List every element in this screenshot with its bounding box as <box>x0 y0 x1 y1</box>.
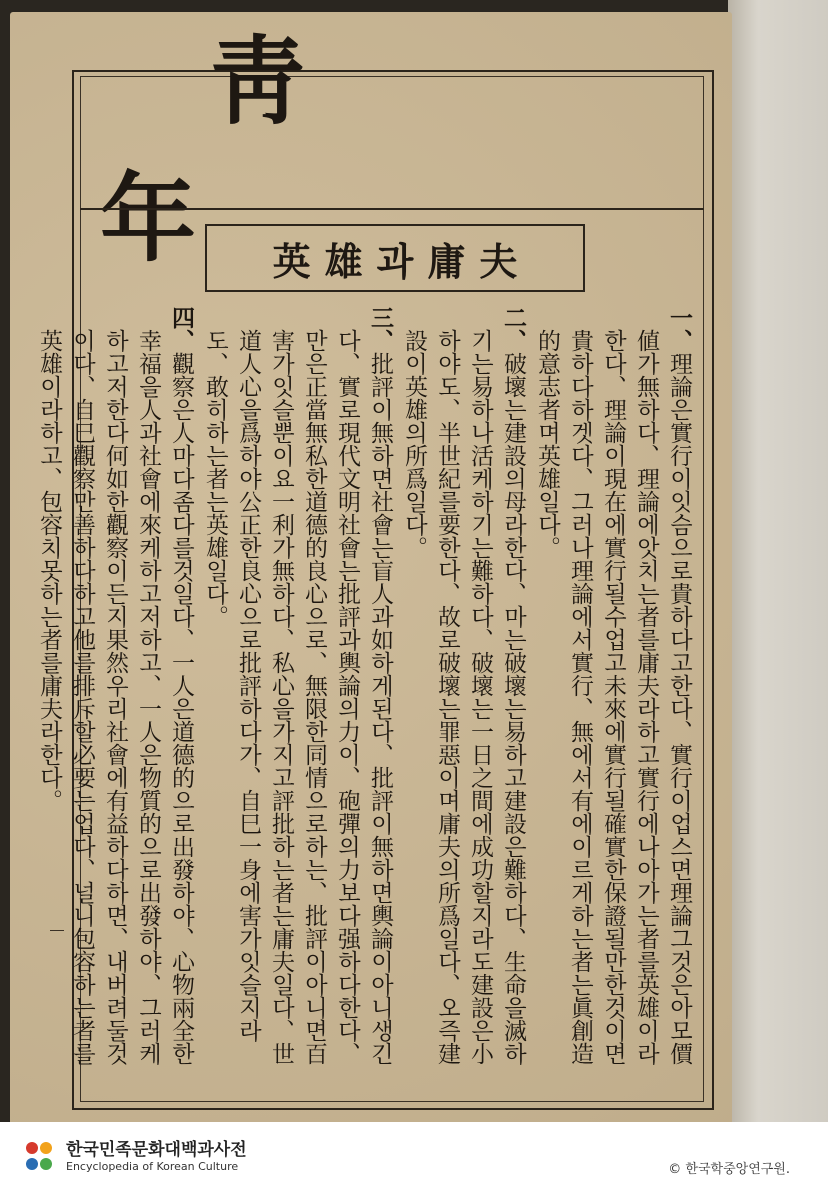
page-title <box>100 88 680 198</box>
adjacent-page-edge <box>728 0 828 1200</box>
article-subtitle: 英雄과庸夫 <box>272 238 532 284</box>
paragraph-number: 四、 <box>168 306 195 352</box>
paragraph-2 <box>397 306 530 1086</box>
paragraph-text: 批評이無하면社會는盲人과如하게된다、批評이無하면輿論이아니생긴다、實로現代文明社會는批評과輿論의力이、砲彈의力보다强하다한다、만은正當無私한道德的良心으로、無限한同情으로하는、批評이아니면百害가잇슬뿐이요一利가無하다、私心을가지고評批하는者는庸夫일다、世道人心을爲하야公正한良心으로批評하다가、自巳一身에害가잇슬지라도、敢히하는者는英雄일다。 <box>202 329 393 1065</box>
paragraph-number: 二、 <box>500 306 527 352</box>
logo-korean-name: 한국민족문화대백과사전 <box>66 1140 247 1160</box>
logo-icon <box>26 1138 60 1176</box>
title-divider <box>80 208 704 210</box>
paragraph-text: 理論은實行이잇슴으로貴하다고한다、實行이업스면理論그것은아모價値가無하다、理論에앗치는者를庸夫라하고實行에나아가는者를英雄이라한다、理論이現在에實行될수업고未來에實行될確實한保證될만한것이면貴하다하겟다、그러나理論에서實行、無에서有에이르게하는者는眞創造的意志者며英雄일다。 <box>534 329 692 1065</box>
subtitle-box <box>205 224 585 292</box>
paragraph-number: 三、 <box>367 306 394 352</box>
article-body <box>36 306 696 1086</box>
copyright-notice: © 한국학중앙연구원. <box>668 1162 790 1177</box>
paragraph-number: 一、 <box>666 306 693 352</box>
paragraph-3 <box>198 306 397 1086</box>
paragraph-1 <box>530 306 696 1086</box>
logo-text <box>66 1140 247 1174</box>
paragraph-text: 破壞는建設의母라한다、마는破壞는易하고建設은難하다、生命을滅하기는易하나活케하기는難하다、破壞는一日之間에成功할지라도建設은小하야도、半世紀를要한다、故로破壞는罪惡이며庸夫의所爲일다、오즉建設이英雄의所爲일다。 <box>401 329 526 1065</box>
encyclopedia-logo[interactable] <box>26 1138 247 1176</box>
footer-bar <box>0 1122 828 1200</box>
logo-english-name: Encyclopedia of Korean Culture <box>66 1160 239 1173</box>
paragraph-4 <box>32 306 198 1086</box>
paragraph-text: 觀察은人마다좀다를것일다、一人은道德的으로出發하야、心物兩全한幸福을人과社會에來케하고저하고、一人은物質的으로出發하야、그러케하고저한다何如한觀察이든지果然우리社會에有益하다하면、내버려둘것이다、自巳觀察만善하다하고他를排斥할必要는업다、널니包容하는者를英雄이라하고、包容치못하는者를庸夫라한다。 <box>36 329 194 1065</box>
margin-mark <box>50 930 64 931</box>
